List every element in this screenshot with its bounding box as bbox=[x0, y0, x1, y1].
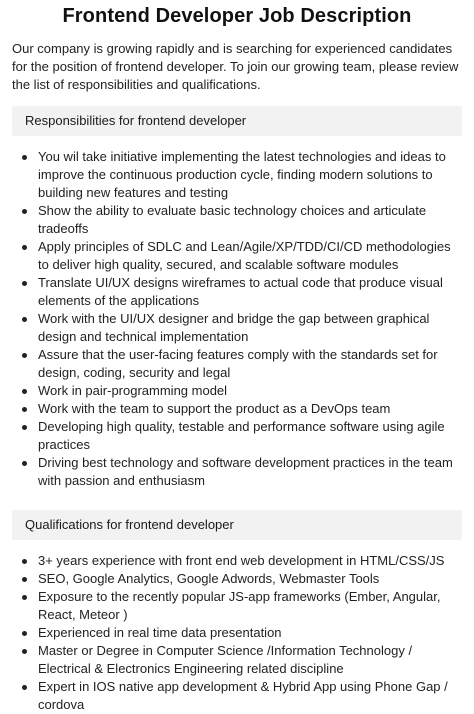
bullet-icon bbox=[22, 685, 27, 690]
list-item bbox=[12, 418, 462, 454]
list-item-text: Work in pair-programming model bbox=[38, 383, 228, 398]
responsibilities-section bbox=[12, 106, 462, 490]
list-item-text: Translate UI/UX designs wireframes to actual code that produce visual elements of the applications bbox=[38, 275, 443, 308]
list-item-text: Developing high quality, testable and performance software using agile practices bbox=[38, 419, 445, 452]
bullet-icon bbox=[22, 389, 27, 394]
list-item-text: You wil take initiative implementing the latest technologies and ideas to improve the continuous production cycle, finding modern solutions to building new features and testing bbox=[38, 149, 446, 200]
list-item-text: 3+ years experience with front end web development in HTML/CSS/JS bbox=[38, 553, 445, 568]
bullet-icon bbox=[22, 649, 27, 654]
list-item-text: Show the ability to evaluate basic technology choices and articulate tradeoffs bbox=[38, 203, 427, 236]
list-item-text: Master or Degree in Computer Science /Information Technology / Electrical & Electronics Engineering related discipline bbox=[38, 643, 413, 676]
list-item bbox=[12, 454, 462, 490]
list-item bbox=[12, 588, 462, 624]
list-item bbox=[12, 238, 462, 274]
list-item bbox=[12, 570, 462, 588]
bullet-icon bbox=[22, 595, 27, 600]
bullet-icon bbox=[22, 209, 27, 214]
responsibilities-heading: Responsibilities for frontend developer bbox=[12, 106, 462, 136]
list-item bbox=[12, 274, 462, 310]
qualifications-heading: Qualifications for frontend developer bbox=[12, 510, 462, 540]
list-item-text: Apply principles of SDLC and Lean/Agile/XP/TDD/CI/CD methodologies to deliver high quality, secured, and scalable software modules bbox=[38, 239, 451, 272]
qualifications-list bbox=[12, 552, 462, 714]
list-item-text: Assure that the user-facing features comply with the standards set for design, coding, security and legal bbox=[38, 347, 438, 380]
list-item bbox=[12, 202, 462, 238]
bullet-icon bbox=[22, 631, 27, 636]
list-item bbox=[12, 310, 462, 346]
list-item-text: Exposure to the recently popular JS-app frameworks (Ember, Angular, React, Meteor ) bbox=[38, 589, 441, 622]
list-item-text: Work with the team to support the product as a DevOps team bbox=[38, 401, 391, 416]
list-item-text: Driving best technology and software development practices in the team with passion and enthusiasm bbox=[38, 455, 453, 488]
list-item bbox=[12, 400, 462, 418]
bullet-icon bbox=[22, 155, 27, 160]
list-item-text: Experienced in real time data presentation bbox=[38, 625, 282, 640]
bullet-icon bbox=[22, 353, 27, 358]
list-item bbox=[12, 346, 462, 382]
list-item bbox=[12, 642, 462, 678]
bullet-icon bbox=[22, 317, 27, 322]
bullet-icon bbox=[22, 281, 27, 286]
list-item bbox=[12, 148, 462, 202]
bullet-icon bbox=[22, 407, 27, 412]
qualifications-section bbox=[12, 510, 462, 714]
list-item-text: Work with the UI/UX designer and bridge the gap between graphical design and technical implementation bbox=[38, 311, 430, 344]
list-item-text: Expert in IOS native app development & Hybrid App using Phone Gap / cordova bbox=[38, 679, 448, 712]
bullet-icon bbox=[22, 461, 27, 466]
bullet-icon bbox=[22, 559, 27, 564]
page-title: Frontend Developer Job Description bbox=[62, 5, 412, 27]
list-item bbox=[12, 678, 462, 714]
responsibilities-list bbox=[12, 148, 462, 490]
intro-paragraph: Our company is growing rapidly and is searching for experienced candidates for the position of frontend developer. To join our growing team, please review the list of responsibilities and qualifications. bbox=[12, 41, 459, 92]
list-item bbox=[12, 382, 462, 400]
list-item-text: SEO, Google Analytics, Google Adwords, Webmaster Tools bbox=[38, 571, 380, 586]
list-item bbox=[12, 552, 462, 570]
bullet-icon bbox=[22, 577, 27, 582]
bullet-icon bbox=[22, 245, 27, 250]
list-item bbox=[12, 624, 462, 642]
bullet-icon bbox=[22, 425, 27, 430]
